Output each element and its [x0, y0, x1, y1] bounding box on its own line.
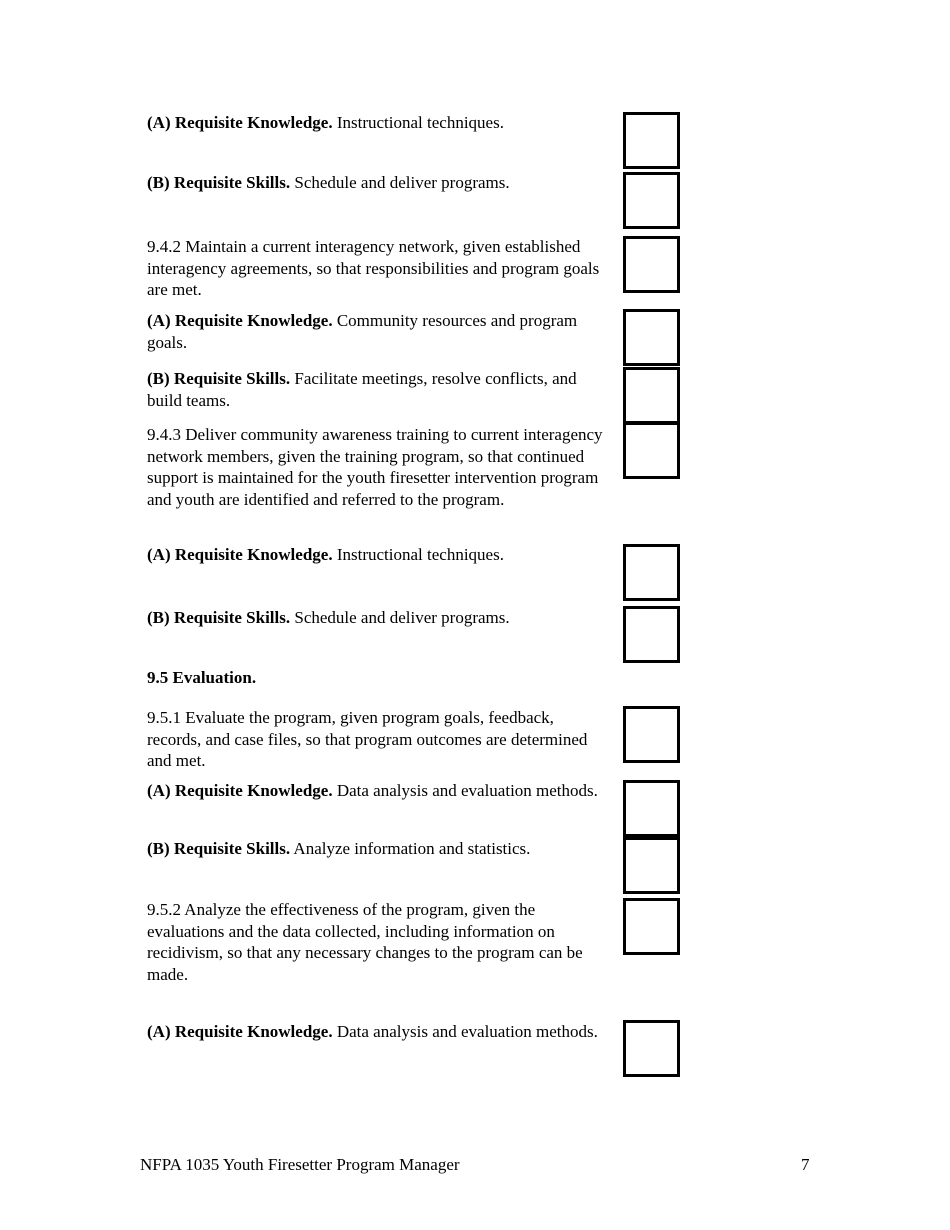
para-lead: (B) Requisite Skills. — [147, 173, 291, 192]
page-number: 7 — [801, 1155, 810, 1174]
para-lead: (A) Requisite Knowledge. — [147, 545, 333, 564]
checkbox[interactable] — [623, 706, 680, 763]
section-9-4-3-para — [147, 424, 607, 510]
para-body: Facilitate meetings, resolve conflicts, and build teams. — [147, 369, 577, 410]
para-body: Instructional techniques. — [332, 113, 504, 132]
requisite-knowledge-para — [147, 112, 607, 134]
checkbox[interactable] — [623, 309, 680, 366]
checkbox[interactable] — [623, 898, 680, 955]
checkbox[interactable] — [623, 112, 680, 169]
section-9-5-2-para — [147, 899, 607, 985]
para-lead: (B) Requisite Skills. — [147, 608, 291, 627]
para-body: Analyze information and statistics. — [290, 839, 531, 858]
checkbox[interactable] — [623, 1020, 680, 1077]
checkbox[interactable] — [623, 837, 680, 894]
para-lead: (A) Requisite Knowledge. — [147, 113, 333, 132]
para-body: Data analysis and evaluation methods. — [332, 781, 598, 800]
para-lead: (B) Requisite Skills. — [147, 839, 291, 858]
footer-title: NFPA 1035 Youth Firesetter Program Manager — [140, 1155, 460, 1174]
checkbox[interactable] — [623, 367, 680, 424]
requisite-knowledge-para — [147, 310, 607, 353]
para-body: Schedule and deliver programs. — [290, 608, 510, 627]
requisite-skills-para — [147, 838, 607, 860]
requisite-knowledge-para — [147, 780, 607, 802]
para-body: Community resources and program goals. — [147, 311, 578, 352]
requisite-skills-para — [147, 172, 607, 194]
para-body: 9.4.3 Deliver community awareness training to current interagency network members, given the training program, so that continued support is maintained for the youth firesetter intervention program and youth are identified and referred to the program. — [147, 425, 603, 509]
section-9-4-2-para — [147, 236, 607, 301]
para-lead: (A) Requisite Knowledge. — [147, 311, 333, 330]
para-body: Instructional techniques. — [332, 545, 504, 564]
para-body: 9.5.2 Analyze the effectiveness of the program, given the evaluations and the data collected, including information on recidivism, so that any necessary changes to the program can be made. — [147, 900, 583, 984]
checkbox[interactable] — [623, 780, 680, 837]
requisite-knowledge-para — [147, 544, 607, 566]
checkbox[interactable] — [623, 544, 680, 601]
checkbox[interactable] — [623, 172, 680, 229]
section-9-5-1-para — [147, 707, 607, 772]
para-lead: (A) Requisite Knowledge. — [147, 1022, 333, 1041]
para-body: Data analysis and evaluation methods. — [332, 1022, 598, 1041]
requisite-skills-para — [147, 368, 607, 411]
para-body: Schedule and deliver programs. — [290, 173, 510, 192]
requisite-knowledge-para — [147, 1021, 607, 1043]
para-body: 9.5.1 Evaluate the program, given program goals, feedback, records, and case files, so that program outcomes are determined and met. — [147, 708, 588, 770]
checkbox[interactable] — [623, 422, 680, 479]
para-lead: (A) Requisite Knowledge. — [147, 781, 333, 800]
section-heading-9-5 — [147, 667, 607, 689]
para-lead: 9.5 Evaluation. — [147, 668, 257, 687]
requisite-skills-para — [147, 607, 607, 629]
checkbox[interactable] — [623, 236, 680, 293]
para-lead: (B) Requisite Skills. — [147, 369, 291, 388]
checkbox[interactable] — [623, 606, 680, 663]
para-body: 9.4.2 Maintain a current interagency network, given established interagency agreements, so that responsibilities and program goals are met. — [147, 237, 600, 299]
